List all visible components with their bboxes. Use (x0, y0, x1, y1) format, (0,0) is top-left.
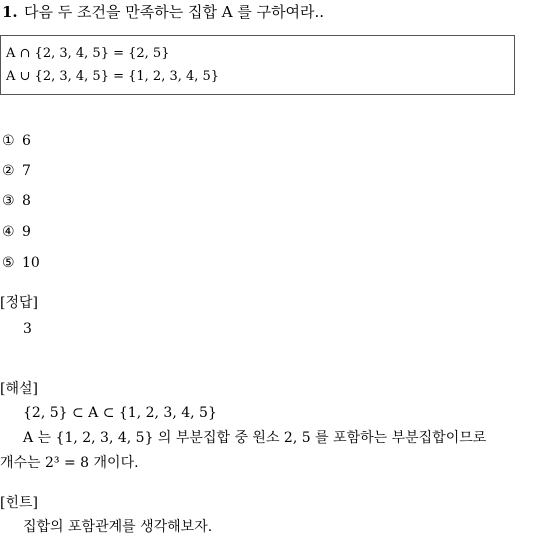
choice-marker: ④ (2, 224, 15, 240)
condition-union: A ∪ {2, 3, 4, 5} = {1, 2, 3, 4, 5} (6, 69, 220, 84)
choice-marker: ① (2, 133, 15, 149)
choice-value: 8 (22, 193, 31, 209)
question-number: 1. (2, 3, 18, 21)
question-text: 다음 두 조건을 만족하는 집합 A 를 구하여라.. (24, 3, 325, 21)
choice-value: 10 (22, 255, 40, 271)
choice-4[interactable] (2, 225, 31, 239)
conditions-box (0, 35, 515, 95)
choice-marker: ③ (2, 193, 15, 209)
hint-text: 집합의 포함관계를 생각해보자. (23, 519, 213, 535)
choice-marker: ⑤ (2, 255, 15, 271)
explanation-line-1: {2, 5} ⊂ A ⊂ {1, 2, 3, 4, 5} (23, 405, 217, 421)
explanation-line-2: A 는 {1, 2, 3, 4, 5} 의 부분집합 중 원소 2, 5 를 포함하는 부분집합이므로 (23, 430, 487, 446)
choice-value: 7 (22, 163, 31, 179)
choice-marker: ② (2, 163, 15, 179)
choice-2[interactable] (2, 164, 31, 178)
choice-3[interactable] (2, 194, 31, 208)
answer-label: [정답] (0, 295, 38, 311)
explanation-line-3: 개수는 2³ = 8 개이다. (0, 455, 139, 471)
choice-value: 6 (22, 133, 31, 149)
answer-value: 3 (23, 321, 32, 337)
choice-1[interactable] (2, 134, 31, 148)
explanation-label: [해설] (0, 381, 38, 397)
choice-value: 9 (22, 224, 31, 240)
hint-label: [힌트] (0, 495, 38, 511)
condition-intersection: A ∩ {2, 3, 4, 5} = {2, 5} (6, 46, 170, 61)
choice-5[interactable] (2, 256, 40, 270)
